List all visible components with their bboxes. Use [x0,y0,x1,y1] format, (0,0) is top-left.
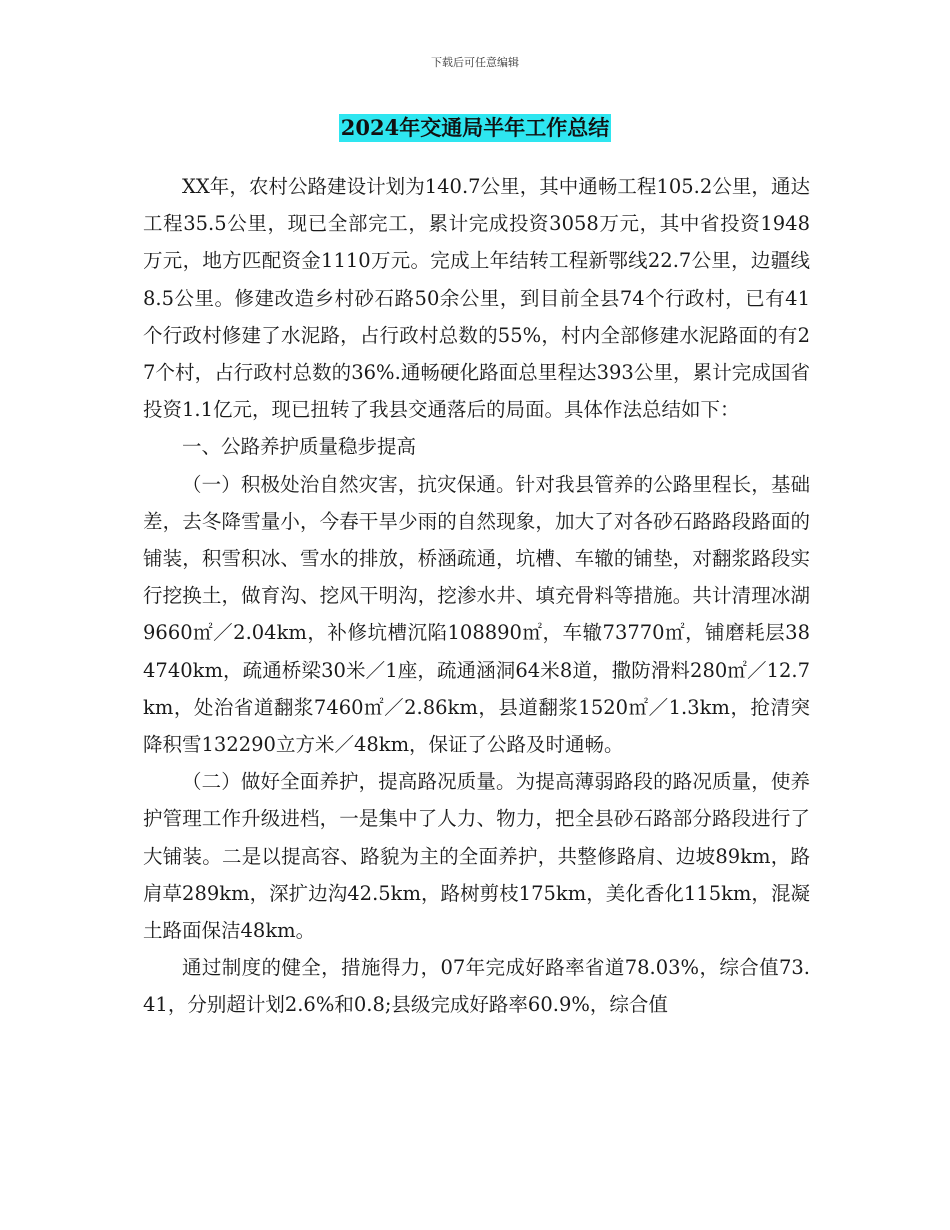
paragraph-results: 通过制度的健全，措施得力，07年完成好路率省道78.03%，综合值73.41，分别超计划2.6%和0.8;县级完成好路率60.9%，综合值 [143,956,810,1017]
paragraph-full-maintenance: （二）做好全面养护，提高路况质量。为提高薄弱路段的路况质量，使养护管理工作升级进档，一是集中了人力、物力，把全县砂石路部分路段进行了大铺装。二是以提高容、路貌为主的全面养护，共整修路肩、边坡89km，路肩草289km，深扩边沟42.5km，路树剪枝175km，美化香化115km，混凝土路面保洁48km。 [143,770,810,943]
paragraph-intro: XX年，农村公路建设计划为140.7公里，其中通畅工程105.2公里，通达工程35.5公里，现已全部完工，累计完成投资3058万元，其中省投资1948万元，地方匹配资金1110万元。完成上年结转工程新鄂线22.7公里，边疆线8.5公里。修建改造乡村砂石路50余公里，到目前全县74个行政村，已有41个行政村修建了水泥路，占行政村总数的55%，村内全部修建水泥路面的有27个村，占行政村总数的36%.通畅硬化路面总里程达393公里，累计完成国省投资1.1亿元，现已扭转了我县交通落后的局面。具体作法总结如下： [143,175,810,422]
document-title: 2024年交通局半年工作总结 [340,115,610,140]
document-body [143,168,810,1024]
title-container [0,114,950,142]
header-note: 下载后可任意编辑 [431,56,519,69]
section-heading-1: 一、公路养护质量稳步提高 [182,435,417,459]
paragraph-disaster-handling: （一）积极处治自然灾害，抗灾保通。针对我县管养的公路里程长，基础差，去冬降雪量小，今春干旱少雨的自然现象，加大了对各砂石路路段路面的铺装，积雪积冰、雪水的排放，桥涵疏通，坑槽、车辙的铺垫，对翻浆路段实行挖换土，做育沟、挖风干明沟，挖渗水井、填充骨料等措施。共计清理冰湖9660㎡／2.04km，补修坑槽沉陷108890㎡，车辙73770㎡，铺磨耗层384740km，疏通桥梁30米／1座，疏通涵洞64米8道，撒防滑料280㎡／12.7km，处治省道翻浆7460㎡／2.86km，县道翻浆1520㎡／1.3km，抢清突降积雪132290立方米／48km，保证了公路及时通畅。 [143,472,810,757]
